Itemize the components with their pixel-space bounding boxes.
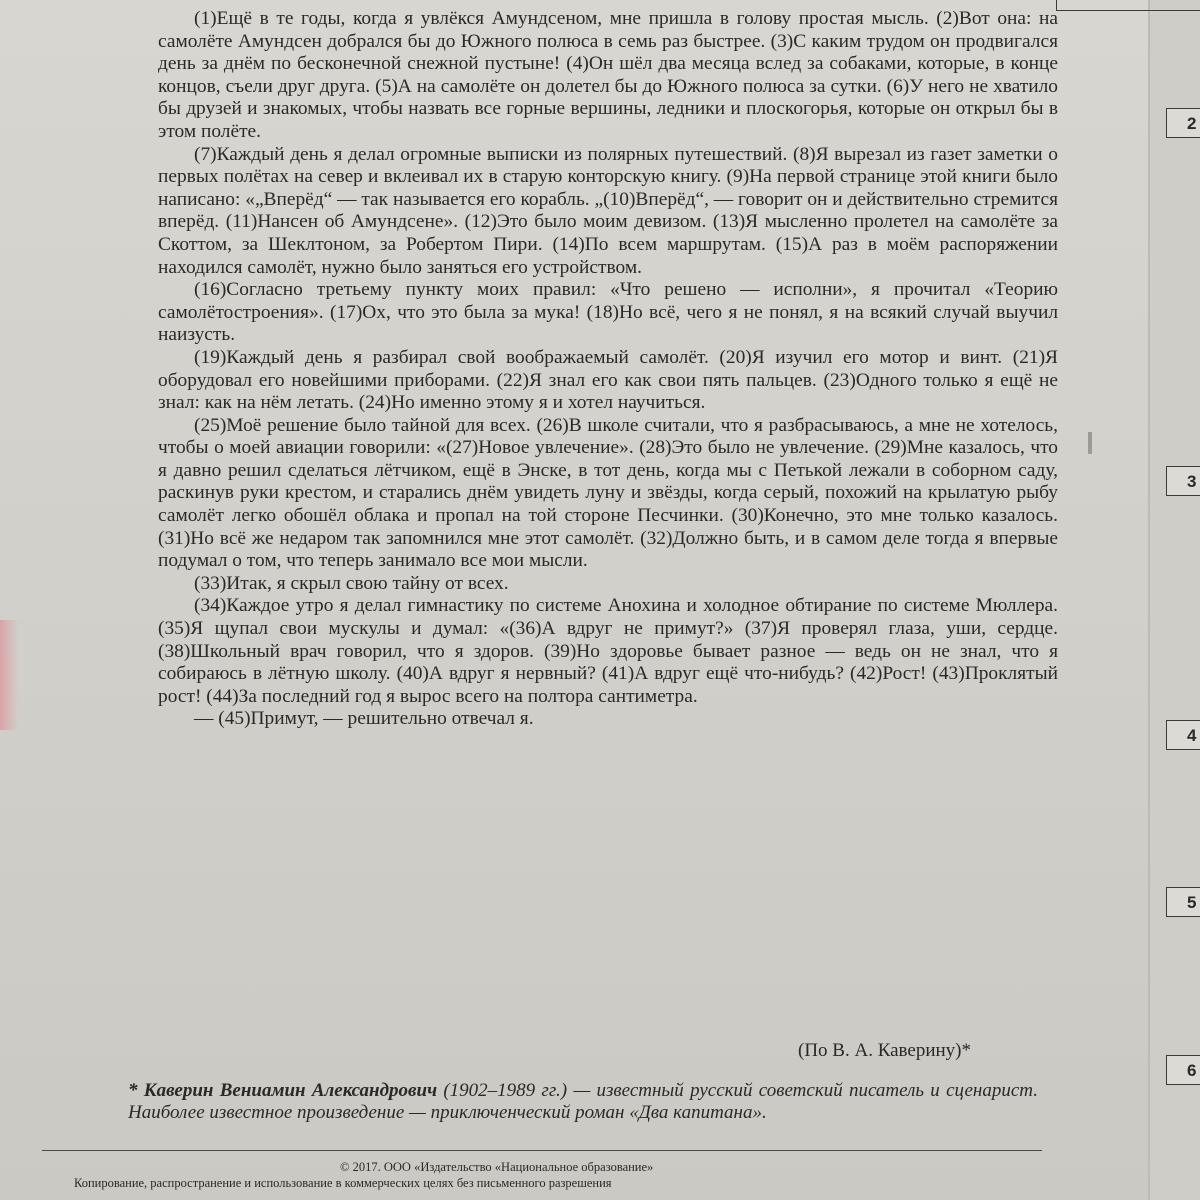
task-number-box: 5 [1166, 887, 1200, 917]
page-edge-tint [0, 620, 18, 730]
author-name: * Каверин Вениамин Александрович [128, 1080, 438, 1101]
author-footnote [128, 1080, 1038, 1124]
task-number-box: 3 [1166, 466, 1200, 496]
paragraph-2: (7)Каждый день я делал огромные выписки из полярных путешествий. (8)Я вырезал из газет заметки о первых полётах на север и вклеивал их в старую конторскую книгу. (9)На первой странице этой книги было написано: «„Вперёд“ — так называется его корабль. „(10)Вперёд“, — говорит он и действительно стремится вперёд. (11)Нансен об Амундсене». (12)Это было моим девизом. (13)Я мысленно пролетел на самолёте за Скоттом, за Шеклтоном, за Робертом Пири. (14)По всем маршрутам. (15)А раз в моём распоряжении находился самолёт, нужно было заняться его устройством. [158, 143, 1058, 278]
paragraph-4: (19)Каждый день я разбирал свой воображаемый самолёт. (20)Я изучил его мотор и винт. (21)Я оборудовал его новейшими приборами. (22)Я знал его как свои пять пальцев. (23)Одного только я ещё не знал: как на нём летать. (24)Но именно этому я и хотел научиться. [158, 346, 1058, 414]
paragraph-5: (25)Моё решение было тайной для всех. (26)В школе считали, что я разбрасываюсь, а мне не хотелось, чтобы о моей авиации говорили: «(27)Новое увлечение». (28)Это было не увлечение. (29)Мне казалось, что я давно решил сделаться лётчиком, ещё в Энске, в тот день, когда мы с Петькой лежали в соборном саду, раскинув руки крестом, и старались днём увидеть луну и звёзды, когда серый, похожий на крылатую рыбу самолёт легко обошёл облака и пропал на той стороне Песчинки. (30)Конечно, это мне только казалось. (31)Но всё же недаром так запомнился мне этот самолёт. (32)Должно быть, и в самом деле тогда я впервые подумал о том, что теперь занимало все мои мысли. [158, 414, 1058, 572]
paragraph-8: — (45)Примут, — решительно отвечал я. [194, 708, 534, 730]
footer-divider [42, 1150, 1042, 1151]
paragraph-7: (34)Каждое утро я делал гимнастику по системе Анохина и холодное обтирание по системе Мюллера. (35)Я щупал свои мускулы и думал: «(36)А вдруг не примут?» (37)Я проверял глаза, уши, сердце. (38)Школьный врач говорил, что я здоров. (39)Но здоровье бывает разное — ведь он не знал, что я собираюсь в лётную школу. (40)А вдруг я нервный? (41)А вдруг ещё что-нибудь? (42)Рост! (43)Проклятый рост! (44)За последний год я вырос всего на полтора сантиметра. [158, 595, 1058, 707]
author-description: (1902–1989 гг.) — известный русский советский писатель и сценарист. Наиболее известное произведение — приключенческий роман «Два капитана». [128, 1080, 1038, 1123]
main-text [158, 8, 1058, 731]
task-number-box: 4 [1166, 720, 1200, 750]
paragraph-1: (1)Ещё в те годы, когда я увлёкся Амундсеном, мне пришла в голову простая мысль. (2)Вот она: на самолёте Амундсен добрался бы до Южного полюса в семь раз быстрее. (3)С каким трудом он продвигался день за днём по бесконечной снежной пустыне! (4)Он шёл два месяца вслед за собаками, которые, в конце концов, съели друг друга. (5)А на самолёте он долетел бы до Южного полюса за сутки. (6)У него не хватило бы друзей и знакомых, чтобы назвать все горные вершины, ледники и плоскогорья, которые он открыл бы в этом полёте. [158, 8, 1058, 142]
paragraph-6: (33)Итак, я скрыл свою тайну от всех. [194, 572, 509, 594]
footer-legal-line: Копирование, распространение и использование в коммерческих целях без письменного разрешения [74, 1176, 612, 1190]
task-number-box: 6 [1166, 1055, 1200, 1085]
top-right-box [1056, 0, 1200, 11]
paragraph-3: (16)Согласно третьему пункту моих правил: «Что решено — исполни», я прочитал «Теорию самолётостроения». (17)Ох, что это была за мука! (18)Но всё, чего я не понял, я на всякий случай выучил наизусть. [158, 279, 1058, 346]
page-edge-tick [1088, 432, 1092, 454]
task-number-box: 2 [1166, 108, 1200, 138]
source-attribution: (По В. А. Каверину)* [798, 1040, 972, 1061]
copyright-line: © 2017. ООО «Издательство «Национальное образование» [340, 1160, 654, 1174]
